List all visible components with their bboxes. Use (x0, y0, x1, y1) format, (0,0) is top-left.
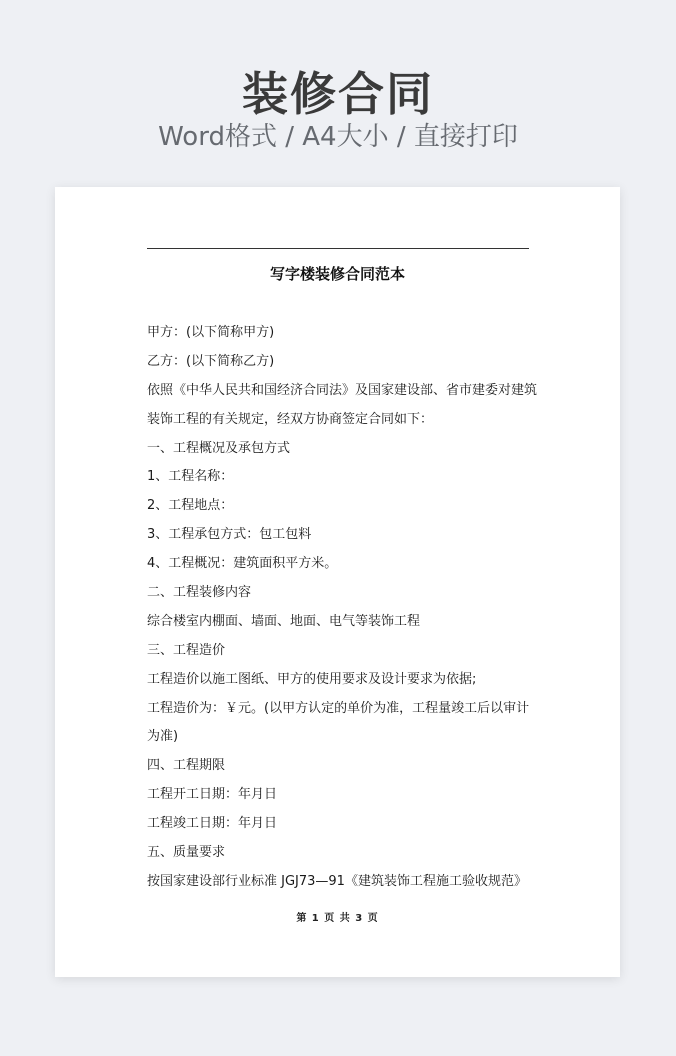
header-rule (147, 248, 529, 249)
document-line: 五、质量要求 (147, 845, 226, 861)
document-line: 装饰工程的有关规定，经双方协商签定合同如下： (147, 411, 434, 427)
document-line: 三、工程造价 (147, 642, 226, 658)
page-number-footer: 第 1 页 共 3 页 (296, 913, 379, 924)
document-line: 工程造价以施工图纸、甲方的使用要求及设计要求为依据; (147, 671, 477, 687)
document-line: 甲方：(以下简称甲方) (147, 325, 275, 340)
document-line: 工程竣工日期：年月日 (147, 816, 278, 832)
document-line: 1、工程名称： (147, 469, 234, 485)
document-line: 4、工程概况：建筑面积平方米。 (147, 556, 338, 572)
document-line: 工程造价为：￥元。(以甲方认定的单价为准，工程量竣工后以审计 (147, 700, 530, 716)
document-line: 为准) (147, 729, 179, 745)
document-line: 综合楼室内棚面、墙面、地面、电气等装饰工程 (147, 613, 421, 629)
document-title: 写字楼装修合同范本 (269, 265, 405, 283)
document-line: 依照《中华人民共和国经济合同法》及国家建设部、省市建委对建筑 (147, 382, 537, 398)
banner-subtitle: Word格式 / A4大小 / 直接打印 (158, 122, 518, 152)
document-line: 四、工程期限 (147, 758, 226, 774)
document-line: 工程开工日期：年月日 (147, 787, 278, 803)
document-line: 二、工程装修内容 (147, 585, 252, 601)
document-line: 乙方：(以下简称乙方) (147, 353, 275, 369)
banner-title: 装修合同 (242, 67, 434, 121)
document-line: 一、工程概况及承包方式 (147, 440, 291, 456)
document-line: 2、工程地点： (147, 498, 234, 514)
document-page (55, 187, 620, 977)
document-line: 按国家建设部行业标准 JGJ73—91《建筑装饰工程施工验收规范》 (147, 873, 527, 889)
document-body (147, 319, 537, 897)
document-line: 3、工程承包方式：包工包料 (147, 527, 312, 543)
